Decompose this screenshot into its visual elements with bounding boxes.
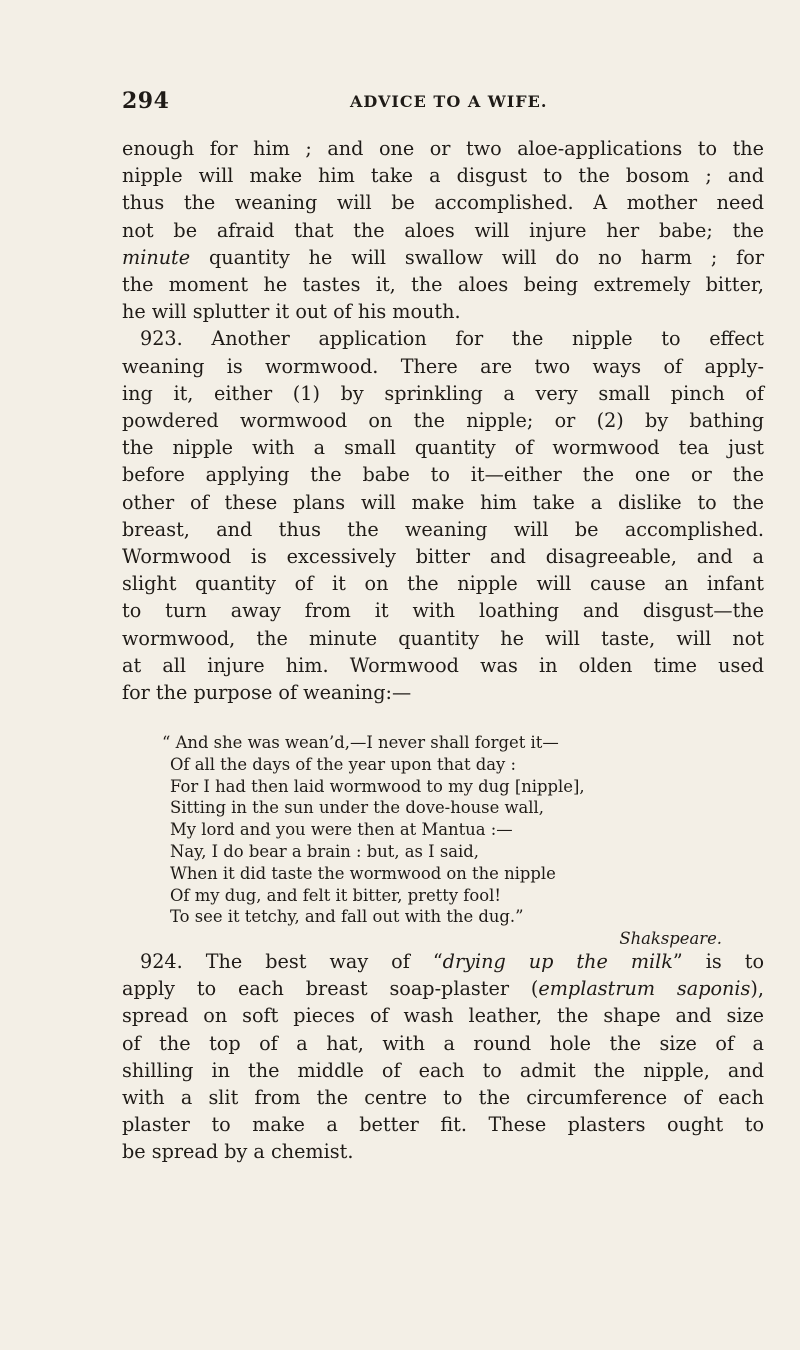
text-line: nipple will make him take a disgust to the bosom ; and — [122, 164, 764, 188]
body-text-lower — [122, 948, 764, 1166]
text-line: to turn away from it with loathing and disgust—the — [122, 599, 764, 623]
text-line: before applying the babe to it—either the one or the — [122, 463, 764, 487]
text-line: ing it, either (1) by sprinkling a very small pinch of — [122, 381, 764, 405]
quotation-line: Of my dug, and felt it bitter, pretty fool! — [170, 885, 501, 905]
running-title: ADVICE TO A WIFE. — [350, 92, 548, 111]
shakespeare-quotation — [162, 732, 750, 950]
text-line: shilling in the middle of each to admit the nipple, and — [122, 1058, 764, 1082]
paragraph-922-continuation — [122, 135, 764, 325]
text-line: he will splutter it out of his mouth. — [122, 300, 461, 324]
text-line: wormwood, the minute quantity he will taste, will not — [122, 626, 764, 650]
text-line: of the top of a hat, with a round hole the size of a — [122, 1031, 764, 1055]
page-number: 294 — [122, 88, 170, 114]
quotation-line: For I had then laid wormwood to my dug [nipple], — [170, 776, 585, 796]
text-line: weaning is wormwood. There are two ways of apply- — [122, 354, 764, 378]
quotation-line: Nay, I do bear a brain : but, as I said, — [170, 841, 479, 861]
text-line: apply to each breast soap-plaster (emplastrum saponis), — [122, 977, 764, 1001]
text-line: slight quantity of it on the nipple will cause an infant — [122, 572, 764, 596]
quotation-line: “ And she was wean’d,—I never shall forget it— — [162, 733, 559, 752]
text-line: for the purpose of weaning:— — [122, 681, 412, 705]
text-line: powdered wormwood on the nipple; or (2) by bathing — [122, 409, 764, 433]
text-line: at all injure him. Wormwood was in olden time used — [122, 653, 764, 677]
quotation-line: To see it tetchy, and fall out with the dug.” — [170, 907, 524, 927]
running-head — [122, 88, 762, 118]
quotation-attribution: Shakspeare. — [619, 929, 722, 949]
text-line: other of these plans will make him take a dislike to the — [122, 490, 764, 514]
text-line: not be afraid that the aloes will injure her babe; the — [122, 218, 764, 242]
text-line: minute quantity he will swallow will do no harm ; for — [122, 245, 764, 269]
text-line: the moment he tastes it, the aloes being extremely bitter, — [122, 273, 764, 297]
text-line: with a slit from the centre to the circumference of each — [122, 1086, 764, 1110]
text-line: plaster to make a better fit. These plasters ought to — [122, 1113, 764, 1137]
paragraph-924 — [122, 948, 764, 1166]
text-line: breast, and thus the weaning will be accomplished. — [122, 517, 764, 541]
quotation-line: When it did taste the wormwood on the nipple — [170, 863, 556, 883]
text-line: the nipple with a small quantity of wormwood tea just — [122, 436, 764, 460]
quotation-line: My lord and you were then at Mantua :— — [170, 820, 513, 840]
text-line: 923. Another application for the nipple to effect — [140, 327, 764, 351]
text-line: be spread by a chemist. — [122, 1140, 354, 1164]
text-line: enough for him ; and one or two aloe-applications to the — [122, 137, 764, 160]
text-line: Wormwood is excessively bitter and disagreeable, and a — [122, 545, 764, 569]
quotation-line: Of all the days of the year upon that day : — [170, 754, 517, 774]
text-line: spread on soft pieces of wash leather, the shape and size — [122, 1004, 764, 1028]
text-line: 924. The best way of “drying up the milk” is to — [140, 950, 764, 973]
paragraph-923 — [122, 325, 764, 706]
quotation-lines — [162, 732, 750, 928]
quotation-line: Sitting in the sun under the dove-house wall, — [170, 798, 544, 818]
body-text — [122, 135, 764, 706]
text-line: thus the weaning will be accomplished. A mother need — [122, 191, 764, 215]
